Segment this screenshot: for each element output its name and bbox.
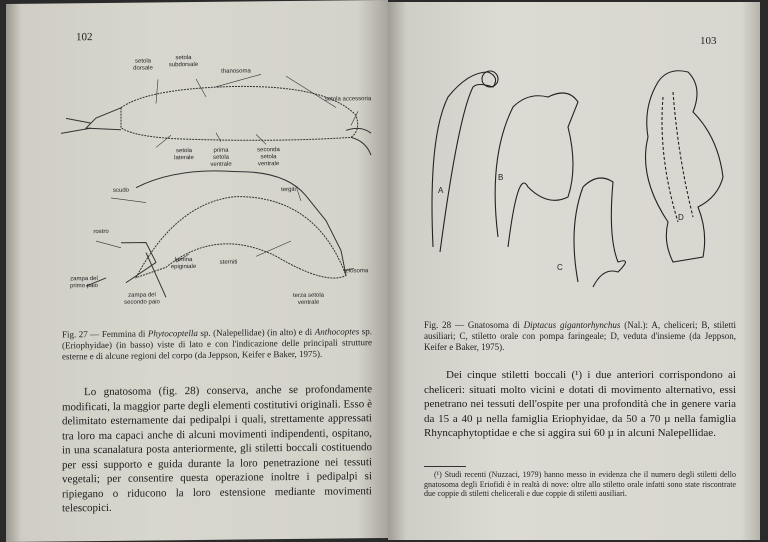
label-setola-accessoria: setola accessoria <box>324 96 372 103</box>
label-setola-laterale: setola laterale <box>174 148 194 162</box>
label-scudo: scudo <box>112 187 129 194</box>
footnote-rule <box>424 466 466 467</box>
page-number: 103 <box>700 35 717 47</box>
left-page <box>6 0 388 542</box>
body-text: Lo gnatosoma (fig. 28) conserva, anche se profondamente modificati, la maggior parte degli elementi costitutivi originali. Esso è delimitato esternamente dai pedipalpi i quali, strettamente appressati tra loro ma capaci anche di alcuni movimenti indipendenti, ospitano, in una scanalatura posta anteriormente, gli stiletti boccali costituendo per essi supporto e guida durante la loro penetrazione nei tessuti vegetali; per consentire questa operazione inoltre i pedipalpi si ripiegano o riducono la loro estensione mediante movimenti telescopici. <box>62 383 372 515</box>
label-d: D <box>678 213 684 222</box>
label-a: A <box>438 186 444 195</box>
label-sterniti: sterniti <box>219 259 238 266</box>
right-page <box>388 2 760 540</box>
label-prima-setola-ventrale: prima setola ventrale <box>210 147 232 168</box>
page-number: 102 <box>76 31 93 44</box>
figure-27-caption: Fig. 27 — Femmina di Phytocoptella sp. (Nalepellidae) (in alto) e di Anthocoptes sp. (Eriophyidae) (in basso) viste di lato e con l'indicazione delle principali strutture esterne e di alcune regioni del corpo (da Jeppson, Keifer e Baker, 1975). <box>62 326 372 362</box>
label-terza-setola-ventrale: terza setola ventrale <box>292 292 325 306</box>
label-setola-dorsale: setola dorsale <box>133 58 153 72</box>
body-text: Dei cinque stiletti boccali (¹) i due anteriori corrispondono ai cheliceri: situati molto vicini e dotati di movimento alternativo, essi penetrano nei tessuti dell'ospite per una profondità che in genere varia da 15 a 40 µ nella famiglia Eriophyidae, da 50 a 70 µ nella famiglia Rhyncaphytoptidae e che si aggira sui 60 µ in alcuni Nalepellidae. <box>424 369 736 439</box>
label-rostro: rostro <box>93 228 109 236</box>
label-thanosoma: thanosoma <box>221 68 251 75</box>
label-b: B <box>498 173 504 182</box>
footnote: (¹) Studi recenti (Nuzzaci, 1979) hanno messo in evidenza che il numero degli stiletti dello gnatosoma degli Eriofidi è in realtà di nove: oltre allo stiletto orale infatti sono state riscontrate due coppie di stiletti chelicerali e due coppie di stiletti ausiliari. <box>424 470 736 499</box>
label-c: C <box>557 263 563 272</box>
label-zampa-primo-paio: zampa del primo paio <box>69 276 98 290</box>
label-seconda-setola-ventrale: seconda setola ventrale <box>257 147 280 168</box>
figure-28-caption: Fig. 28 — Gnatosoma di Diptacus gigantorhynchus (Nal.): A, cheliceri; B, stiletti ausiliari; C, stiletto orale con pompa faringeale; D, veduta d'insieme (da Jeppson, Keifer e Baker, 1975). <box>424 320 736 352</box>
figure-28-illustration <box>418 57 748 307</box>
label-telosoma: telosoma <box>343 268 369 275</box>
label-zampa-secondo-paio: zampa del secondo paio <box>124 292 160 306</box>
label-lamina-epiginiale: lamina epiginiale <box>170 257 197 271</box>
label-tergiti: tergiti <box>281 186 296 194</box>
label-setola-subdorsale: setola subdorsale <box>168 55 199 69</box>
